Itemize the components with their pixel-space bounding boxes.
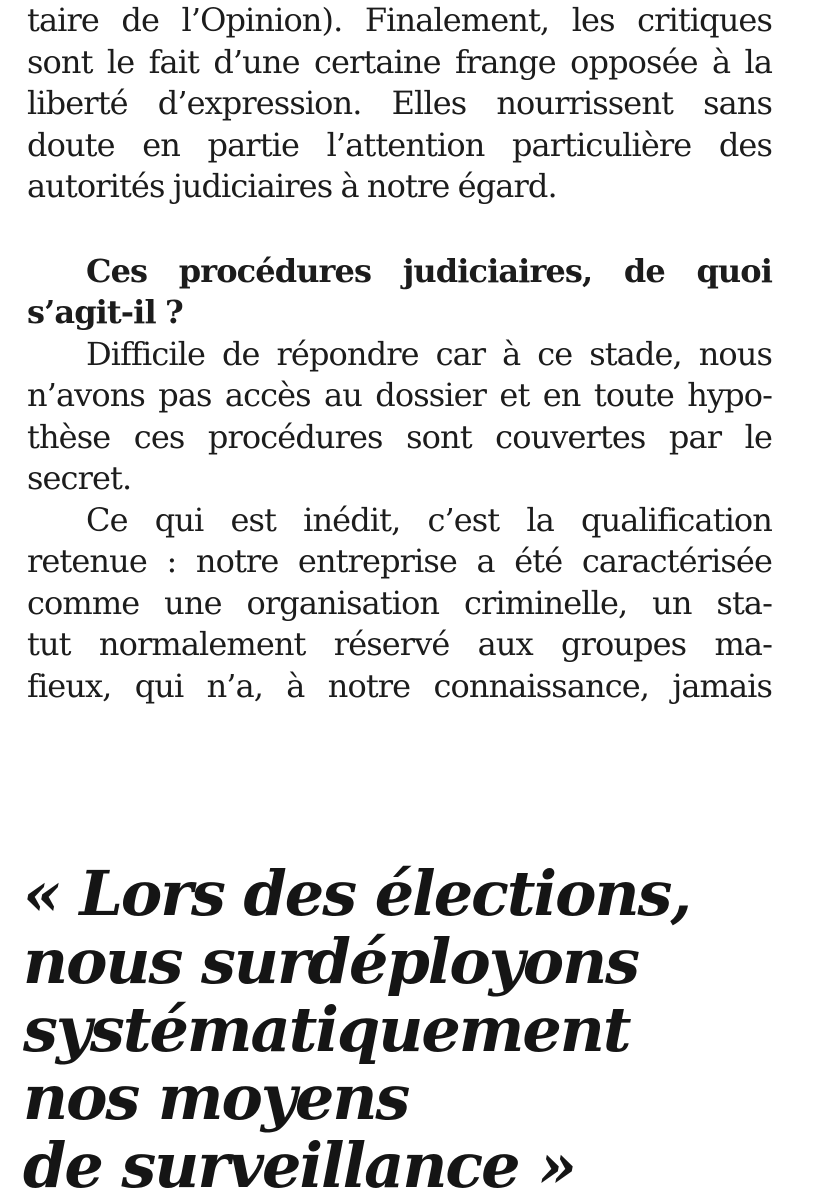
text-line: sont le fait d’une certaine frange opposée à la bbox=[27, 42, 772, 81]
pull-quote-line: de surveillance » bbox=[23, 1129, 575, 1202]
text-line: Difficile de répondre car à ce stade, nous bbox=[86, 334, 772, 373]
pull-quote-line: systématiquement bbox=[23, 993, 630, 1066]
paragraph-intro bbox=[27, 0, 772, 208]
text-line: retenue : notre entreprise a été caractérisée bbox=[27, 542, 772, 580]
article-body bbox=[27, 0, 772, 707]
text-line: tut normalement réservé aux groupes ma- bbox=[27, 625, 772, 663]
text-line: taire de l’Opinion). Finalement, les critiques bbox=[27, 1, 772, 39]
text-line: secret. bbox=[27, 459, 132, 497]
text-line: comme une organisation criminelle, un sta- bbox=[27, 583, 772, 622]
pull-quote bbox=[23, 857, 723, 1202]
question-line: Ces procédures judiciaires, de quoi bbox=[86, 251, 772, 290]
answer-paragraph-2 bbox=[27, 500, 772, 708]
pull-quote-line: nous surdéployons bbox=[23, 925, 639, 998]
pull-quote-line: nos moyens bbox=[23, 1061, 409, 1134]
text-line: Ce qui est inédit, c’est la qualification bbox=[86, 500, 772, 539]
text-line: autorités judiciaires à notre égard. bbox=[27, 167, 557, 205]
text-line: doute en partie l’attention particulière des bbox=[27, 125, 772, 164]
text-line: thèse ces procédures sont couvertes par le bbox=[27, 417, 772, 456]
text-line: liberté d’expression. Elles nourrissent sans bbox=[27, 84, 772, 122]
paragraph-gap bbox=[27, 208, 772, 251]
interview-question bbox=[27, 251, 772, 334]
text-line: n’avons pas accès au dossier et en toute hypo- bbox=[27, 376, 772, 414]
answer-paragraph-1 bbox=[27, 334, 772, 500]
pull-quote-line: « Lors des élections, bbox=[23, 857, 691, 930]
text-line: fieux, qui n’a, à notre connaissance, jamais bbox=[27, 666, 772, 705]
question-line: s’agit-il ? bbox=[27, 293, 183, 331]
